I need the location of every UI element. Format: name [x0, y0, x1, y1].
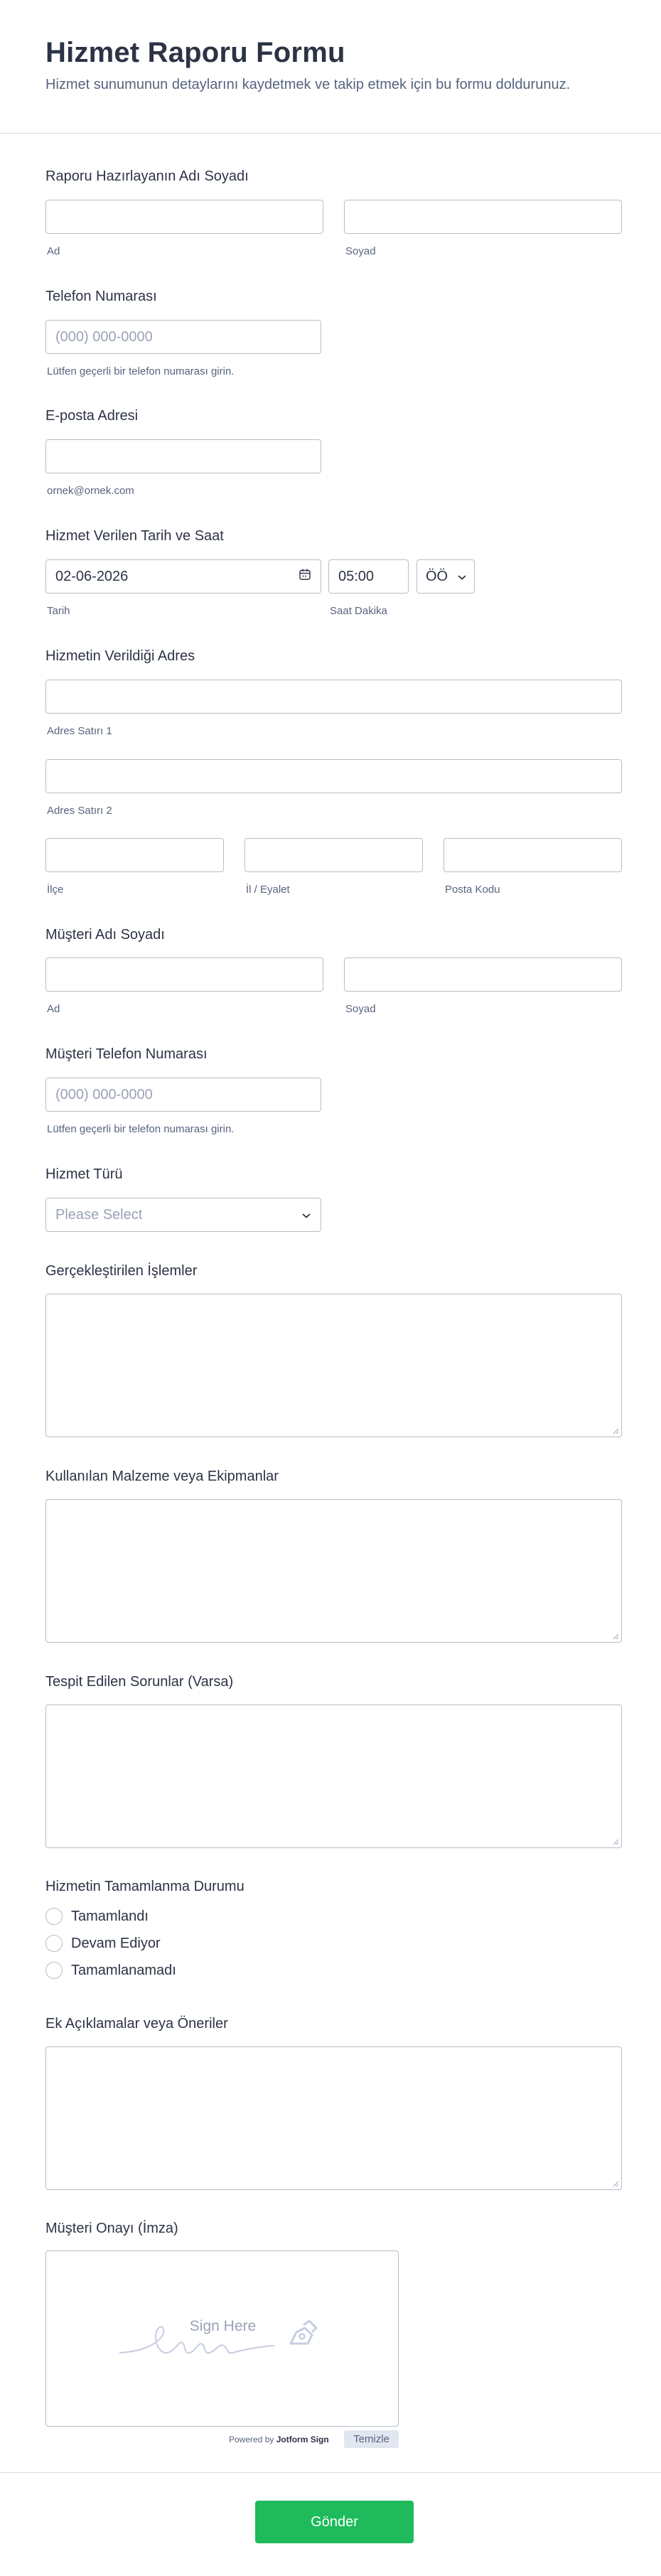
operations-textarea[interactable]: [45, 1294, 622, 1437]
address-line1-input[interactable]: [45, 680, 622, 714]
materials-textarea[interactable]: [45, 1499, 622, 1643]
submit-button[interactable]: Gönder: [255, 2501, 414, 2543]
city-sublabel: İl / Eyalet: [246, 884, 290, 896]
powered-prefix: Powered by: [229, 2435, 274, 2444]
resize-handle-icon: [612, 1427, 619, 1434]
resize-handle-icon: [612, 1838, 619, 1845]
date-sublabel: Tarih: [47, 605, 70, 617]
time-sublabel: Saat Dakika: [330, 605, 387, 617]
district-sublabel: İlçe: [47, 884, 64, 896]
customer-phone-input[interactable]: [45, 1078, 321, 1112]
signature-label: Müşteri Onayı (İmza): [45, 2221, 178, 2236]
radio-button[interactable]: [45, 1908, 63, 1925]
footer-divider: [0, 2472, 661, 2473]
customer-first-name-input[interactable]: [45, 957, 323, 992]
address-line2-sublabel: Adres Satırı 2: [47, 805, 112, 817]
customer-phone-placeholder: (000) 000-0000: [55, 1086, 153, 1102]
issues-textarea[interactable]: [45, 1705, 622, 1848]
pen-icon: [286, 2319, 318, 2348]
service-type-value: Please Select: [55, 1206, 143, 1223]
resize-handle-icon: [612, 2180, 619, 2187]
phone-label: Telefon Numarası: [45, 289, 157, 304]
signature-prompt: Sign Here: [189, 2318, 257, 2334]
postal-code-sublabel: Posta Kodu: [445, 884, 500, 896]
clear-signature-button[interactable]: Temizle: [344, 2430, 399, 2448]
completion-label: Hizmetin Tamamlanma Durumu: [45, 1879, 244, 1894]
time-input[interactable]: [328, 559, 409, 594]
ampm-value: ÖÖ: [426, 568, 448, 584]
chevron-down-icon: [457, 569, 467, 585]
date-input[interactable]: [45, 559, 321, 594]
resize-handle-icon: [612, 1633, 619, 1640]
powered-brand: Jotform Sign: [276, 2435, 329, 2444]
email-label: E-posta Adresi: [45, 408, 139, 424]
district-input[interactable]: [45, 838, 224, 872]
address-label: Hizmetin Verildiği Adres: [45, 648, 195, 664]
radio-button[interactable]: [45, 1962, 63, 1979]
reporter-last-name-sublabel: Soyad: [345, 245, 376, 257]
radio-label: Tamamlanamadı: [71, 1962, 176, 1978]
customer-phone-label: Müşteri Telefon Numarası: [45, 1046, 208, 1062]
email-hint: ornek@ornek.com: [47, 485, 134, 497]
radio-button[interactable]: [45, 1935, 63, 1952]
city-input[interactable]: [244, 838, 423, 872]
datetime-label: Hizmet Verilen Tarih ve Saat: [45, 528, 224, 544]
address-line2-input[interactable]: [45, 759, 622, 793]
customer-last-name-sublabel: Soyad: [345, 1003, 376, 1015]
materials-label: Kullanılan Malzeme veya Ekipmanlar: [45, 1469, 279, 1484]
page-subtitle: Hizmet sunumunun detaylarını kaydetmek ve takip etmek için bu formu doldurunuz.: [45, 77, 571, 92]
customer-first-name-sublabel: Ad: [47, 1003, 60, 1015]
radio-label: Tamamlandı: [71, 1908, 149, 1924]
issues-label: Tespit Edilen Sorunlar (Varsa): [45, 1674, 234, 1690]
radio-option-completed[interactable]: [45, 1908, 149, 1925]
date-value: 02-06-2026: [55, 568, 129, 584]
form-header: [0, 0, 661, 134]
reporter-first-name-sublabel: Ad: [47, 245, 60, 257]
radio-label: Devam Ediyor: [71, 1935, 161, 1951]
powered-by: [229, 2435, 329, 2444]
service-type-select[interactable]: [45, 1198, 321, 1232]
customer-last-name-input[interactable]: [344, 957, 622, 992]
notes-label: Ek Açıklamalar veya Öneriler: [45, 2016, 228, 2032]
customer-name-label: Müşteri Adı Soyadı: [45, 927, 165, 943]
chevron-down-icon: [301, 1207, 311, 1223]
postal-code-input[interactable]: [444, 838, 622, 872]
radio-option-not-completed[interactable]: [45, 1962, 176, 1979]
service-type-label: Hizmet Türü: [45, 1166, 123, 1182]
phone-input[interactable]: [45, 320, 321, 354]
reporter-last-name-input[interactable]: [344, 200, 622, 234]
radio-option-in-progress[interactable]: [45, 1935, 161, 1952]
reporter-name-label: Raporu Hazırlayanın Adı Soyadı: [45, 168, 249, 184]
calendar-icon[interactable]: [299, 568, 311, 585]
notes-textarea[interactable]: [45, 2046, 622, 2190]
reporter-first-name-input[interactable]: [45, 200, 323, 234]
phone-hint: Lütfen geçerli bir telefon numarası girin.: [47, 365, 235, 377]
page-title: Hizmet Raporu Formu: [45, 37, 345, 68]
customer-phone-hint: Lütfen geçerli bir telefon numarası girin.: [47, 1123, 235, 1135]
signature-pad[interactable]: [45, 2250, 399, 2427]
email-input[interactable]: [45, 439, 321, 473]
address-line1-sublabel: Adres Satırı 1: [47, 725, 112, 737]
phone-placeholder: (000) 000-0000: [55, 328, 153, 345]
ampm-select[interactable]: [417, 559, 475, 594]
operations-label: Gerçekleştirilen İşlemler: [45, 1263, 198, 1279]
time-value: 05:00: [338, 568, 375, 584]
